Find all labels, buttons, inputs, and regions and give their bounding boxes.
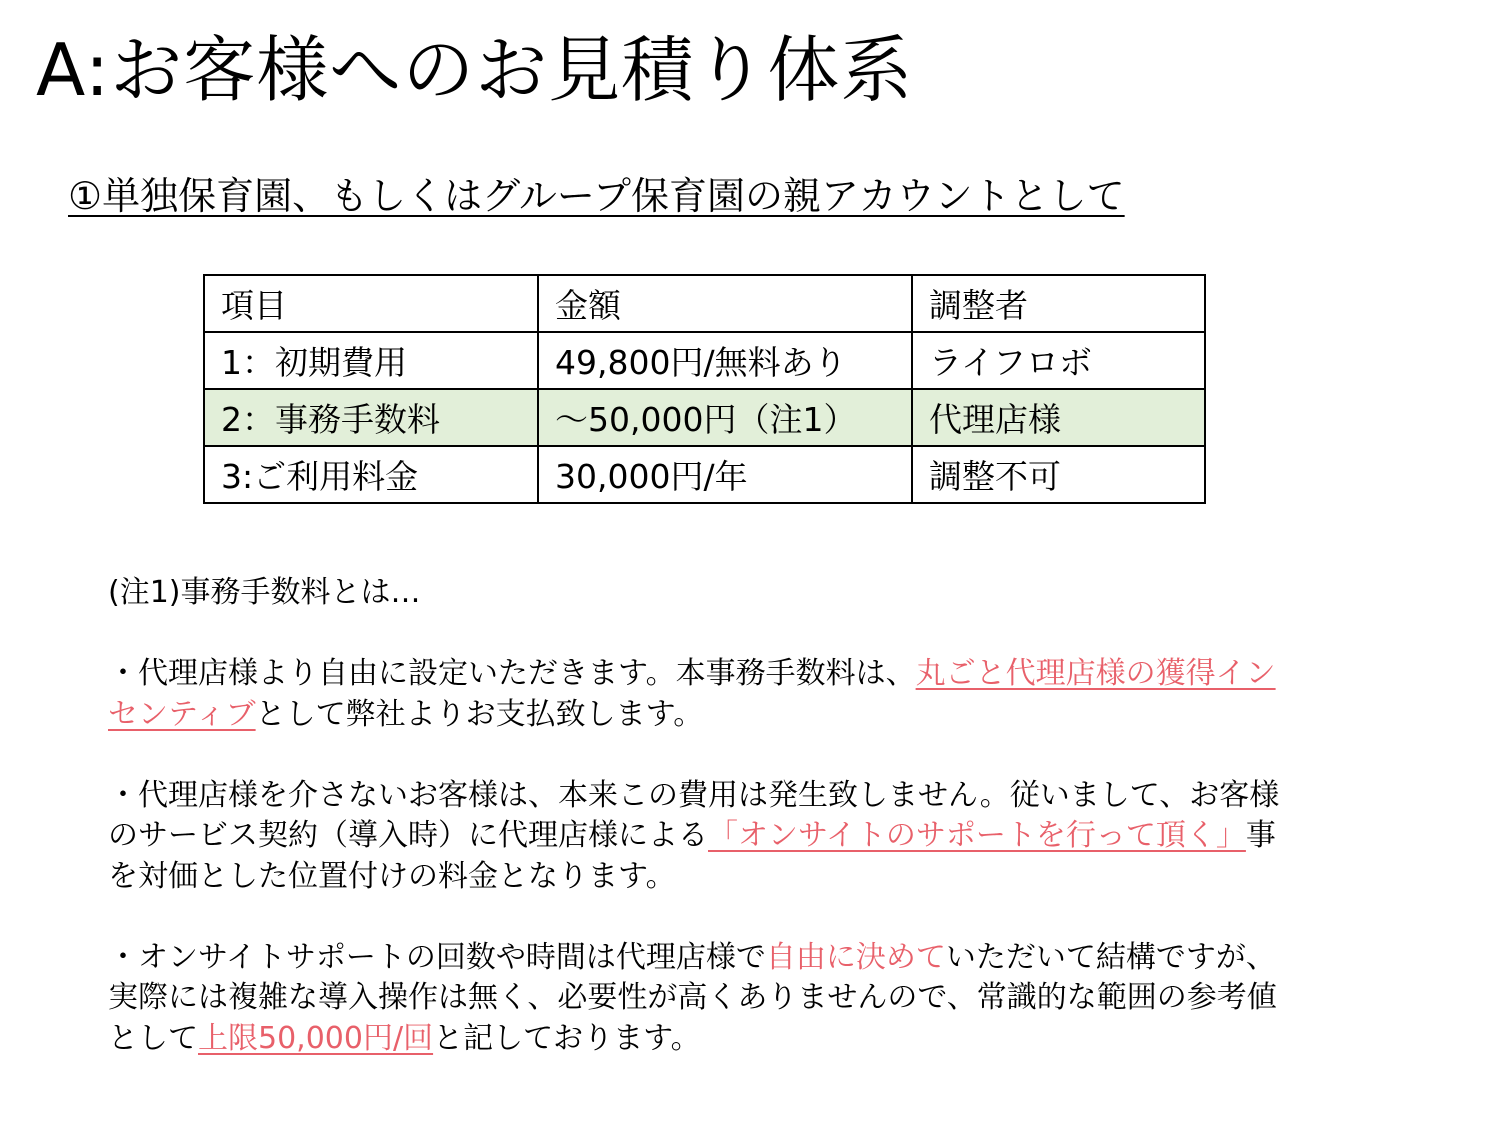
table-row-highlighted [204,389,1205,446]
note-text: として弊社よりお支払致します。 [255,696,704,732]
note-paragraph-3 [108,938,1298,1060]
row-item: 3:ご利用料金 [204,446,538,503]
fee-table [203,274,1206,504]
notes-heading: (注1)事務手数料とは… [108,575,421,610]
row-amount: ～50,000円（注1） [538,389,912,446]
table-row [204,332,1205,389]
header-item: 項目 [204,275,538,332]
note-emphasis: 丸ごと代理店様の獲得インセンティブ [108,656,1276,732]
header-adjuster: 調整者 [912,275,1205,332]
row-amount: 49,800円/無料あり [538,332,912,389]
row-item: 2：事務手数料 [204,389,538,446]
note-text: ・代理店様を介さないお客様は、本来この費用は発生致しません。従いまして、お客様のサービス契約（導入時）に代理店様による [108,777,1280,853]
note-emphasis: 自由に決めて [765,939,946,975]
note-paragraph-1 [108,654,1298,735]
row-adjuster: ライフロボ [912,332,1205,389]
note-text: ・代理店様より自由に設定いただきます。本事務手数料は、 [108,656,916,691]
row-adjuster: 代理店様 [912,389,1205,446]
header-amount: 金額 [538,275,912,332]
row-adjuster: 調整不可 [912,446,1205,503]
note-paragraph-2 [108,776,1298,898]
note-text: 事を対価とした位置付けの料金となります。 [108,818,1276,894]
note-emphasis: 「オンサイトのサポートを行って頂く」 [708,818,1246,853]
note-text: と記しております。 [433,1020,701,1056]
row-item: 1：初期費用 [204,332,538,389]
slide-title: A:お客様へのお見積り体系 [36,28,914,112]
row-amount: 30,000円/年 [538,446,912,503]
notes-section [108,573,1298,1059]
note-text: いただいて結構ですが、実際には複雑な導入操作は無く、必要性が高くありませんので、常識的な範囲の参考値として [108,939,1277,1056]
section-subtitle: ①単独保育園、もしくはグループ保育園の親アカウントとして [68,174,1125,218]
table-row [204,446,1205,503]
table-header-row [204,275,1205,332]
note-emphasis: 上限50,000円/回 [198,1020,434,1056]
note-text: ・オンサイトサポートの回数や時間は代理店様で [108,939,766,975]
